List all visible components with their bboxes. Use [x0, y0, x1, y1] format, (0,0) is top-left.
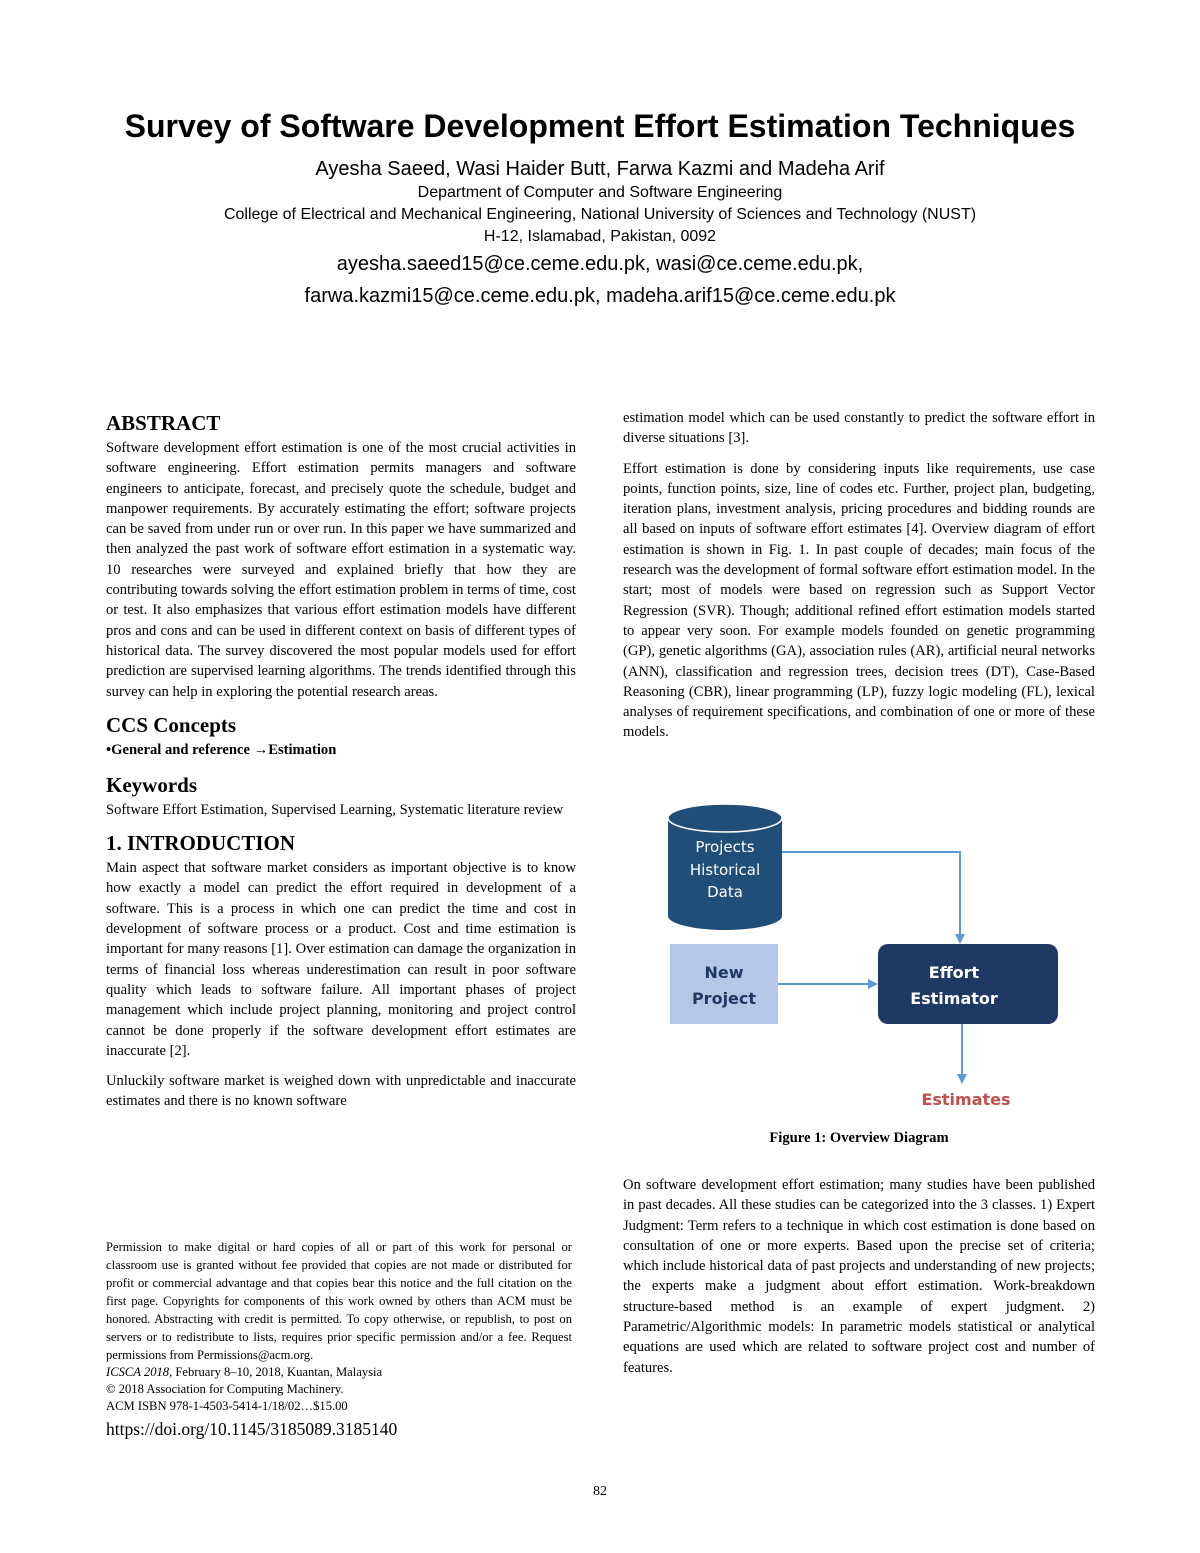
ccs-text: •General and reference →Estimation [106, 741, 337, 758]
conference-details: February 8–10, 2018, Kuantan, Malaysia [172, 1365, 383, 1379]
right-column [623, 408, 1095, 753]
page-number: 82 [593, 1484, 607, 1499]
paper-title: Survey of Software Development Effort Estimation Techniques [124, 108, 1076, 144]
conference-line [106, 1364, 572, 1381]
title-block [100, 106, 1100, 312]
estimates-label: Estimates [921, 1090, 1011, 1109]
database-label-1: Projects [695, 838, 755, 856]
abstract-text: Software development effort estimation is one of the most crucial activities in software engineering. Effort estimation permits managers and software engineers to anticipate, forecast, and precisely quote the schedule, budget and manpower requirements. By accurately estimating the effort; software projects can be saved from under run or over run. In this paper we have summarized and then analyzed the past work of software effort estimation in a systematic way. 10 researches were surveyed and explained briefly that how they are contributing towards solving the effort estimation problem in terms of time, cost or test. It also emphasizes that various effort estimation models have different pros and cons and can be used in different context on basis of different types of historical data. The survey discovered the most popular models used for effort prediction are supervised learning algorithms. The trends identified through this survey can help in exploring the potential research areas. [106, 440, 576, 700]
projects-historical-data-database [668, 804, 782, 930]
abstract-heading: ABSTRACT [106, 411, 221, 435]
figure-caption: Figure 1: Overview Diagram [769, 1130, 949, 1146]
effort-estimator-label-1: Effort [928, 963, 980, 982]
effort-estimator-label-2: Estimator [910, 989, 998, 1008]
address: H-12, Islamabad, Pakistan, 0092 [483, 228, 717, 245]
new-project-label-2: Project [691, 989, 757, 1008]
arrow-database-to-estimator [782, 852, 960, 942]
effort-estimator-rect [878, 944, 1058, 1024]
new-project-rect [670, 944, 778, 1024]
right-column-lower [623, 1175, 1095, 1388]
introduction-paragraph-2: Unluckily software market is weighed down with unpredictable and inaccurate estimates and there is no known software [106, 1073, 576, 1110]
introduction-heading: 1. INTRODUCTION [106, 831, 296, 856]
database-label-2: Historical [689, 861, 761, 879]
authors: Ayesha Saeed, Wasi Haider Butt, Farwa Kazmi and Madeha Arif [315, 158, 885, 180]
isbn-line: ACM ISBN 978-1-4503-5414-1/18/02…$15.00 [106, 1399, 348, 1413]
permission-text: Permission to make digital or hard copies of all or part of this work for personal or classroom use is granted without fee provided that copies are not made or distributed for profit or commercial advantage and that copies bear this notice and the full citation on the first page. Copyrights for components of this work owned by others than ACM must be honored. Abstracting with credit is permitted. To copy otherwise, or republish, to post on servers or to redistribute to lists, requires prior specific permission and/or a fee. Request permissions from Permissions@acm.org. [106, 1240, 572, 1362]
keywords-text: Software Effort Estimation, Supervised Learning, Systematic literature review [106, 801, 564, 818]
database-top [668, 804, 782, 832]
department: Department of Computer and Software Engineering [417, 184, 783, 201]
new-project-box [670, 944, 778, 1024]
right-paragraph-3: On software development effort estimation; many studies have been published in past decades. All these studies can be categorized into the 3 classes. 1) Expert Judgment: Term refers to a technique in which cost estimation is done based on consultation of one or more experts. Based upon the precise set of criteria; which include historical data of past projects and understanding of new projects; the experts make a judgment about effort estimation. Work-breakdown structure-based method is an example of expert judgment. 2) Parametric/Algorithmic models: In parametric models statistical or analytical equations are used which are related to software project cost and number of features. [623, 1177, 1095, 1376]
copyright-line: © 2018 Association for Computing Machinery. [106, 1382, 344, 1396]
overview-diagram [640, 800, 1080, 1130]
right-paragraph-2: Effort estimation is done by considering inputs like requirements, use case points, function points, size, line of codes etc. Further, project plan, budgeting, iteration plans, investment analysis, pricing procedures and bidding rounds are all based on inputs of software effort estimates [4]. Overview diagram of effort estimation is shown in Fig. 1. In past couple of decades; main focus of the research was the development of formal software effort estimation model. In the start; most of models were based on regression such as Support Vector Regression (SVR). Though; additional refined effort estimation models started to appear very soon. For example models founded on genetic programming (GP), genetic algorithms (GA), association rules (AR), artificial neural networks (ANN), classification and regression trees, decision trees (DT), Case-Based Reasoning (CBR), linear programming (LP), fuzzy logic modeling (FL), lexical analyses of requirement specifications, and combination of one or more of these models. [623, 460, 1095, 741]
effort-estimator-box [878, 944, 1058, 1024]
database-bottom [668, 902, 782, 930]
permission-block [106, 1238, 572, 1441]
new-project-label-1: New [704, 963, 744, 982]
college: College of Electrical and Mechanical Engineering, National University of Sciences and Technology (NUST) [223, 206, 977, 223]
emails-line-2: farwa.kazmi15@ce.ceme.edu.pk, madeha.arif15@ce.ceme.edu.pk [304, 285, 896, 307]
keywords-heading: Keywords [106, 772, 197, 797]
conference-name: ICSCA 2018, [106, 1365, 173, 1379]
introduction-paragraph-1: Main aspect that software market considers as important objective is to know how exactly a model can predict the effort required in development of a software. This is a process in which one can predict the time and cost in development of software process or a product. Cost and time estimation is important for many reasons [1]. Over estimation can damage the organization in terms of financial loss whereas underestimation can result in poor software quality which leads to software failure. All important phases of project management which include project planning, monitoring and project control cannot be done properly if the software development effort estimates are inaccurate [2]. [106, 860, 576, 1059]
ccs-heading: CCS Concepts [106, 712, 237, 737]
right-paragraph-1: estimation model which can be used constantly to predict the software effort in diverse situations [3]. [623, 410, 1095, 447]
emails-line-1: ayesha.saeed15@ce.ceme.edu.pk, wasi@ce.ceme.edu.pk, [336, 253, 864, 275]
left-column [106, 410, 576, 1122]
database-label-3: Data [707, 883, 743, 901]
doi-link[interactable]: https://doi.org/10.1145/3185089.3185140 [106, 1419, 398, 1439]
